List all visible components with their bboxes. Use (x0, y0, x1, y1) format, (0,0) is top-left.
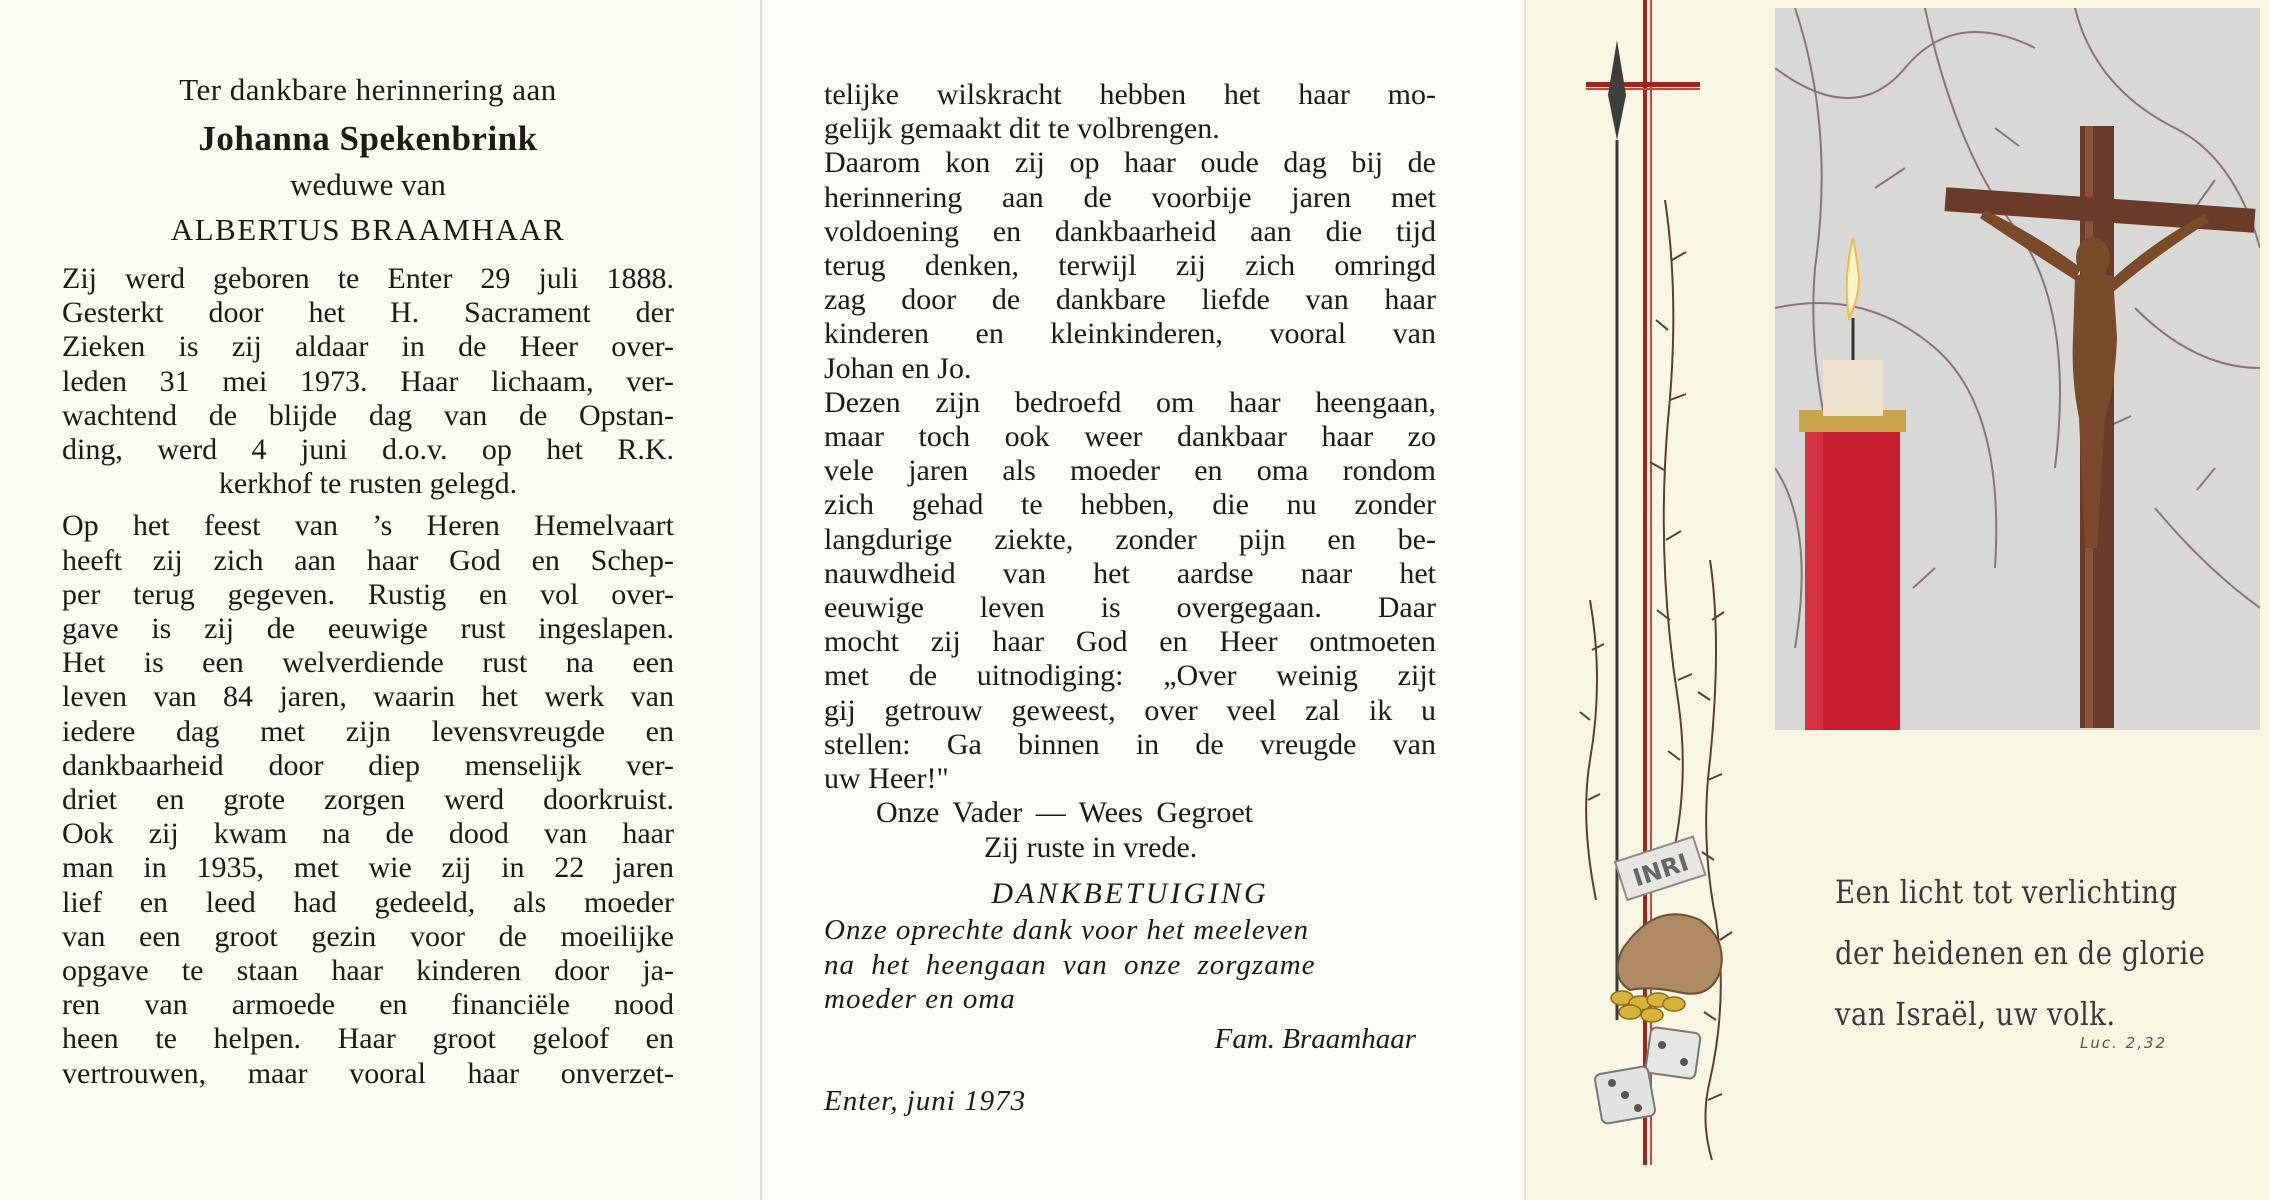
family-signature: Fam. Braamhaar (1214, 1022, 1416, 1055)
text-line: Op het feest van ’s Heren Hemelvaart (62, 509, 674, 543)
family-paragraph (824, 386, 1436, 796)
cross-bar (1586, 88, 1700, 90)
text-line: vele jaren als moeder en oma rondom (824, 454, 1436, 488)
text-line: terug denken, terwijl zij zich omringd (824, 249, 1436, 283)
left-column (62, 68, 674, 1091)
widow-of-text: weduwe van (290, 167, 446, 202)
passion-cross-illustration (1560, 0, 1760, 1180)
text-line: wachtend de blijde dag van de Opstan- (62, 398, 674, 432)
thanks-heading: DANKBETUIGING (991, 877, 1269, 911)
text-line: Zij werd geboren te Enter 29 juli 1888. (62, 262, 674, 295)
text-line: driet en grote zorgen werd doorkruist. (62, 783, 674, 817)
text-line: stellen: Ga binnen in de vreugde van (824, 727, 1436, 761)
text-line: dankbaarheid door diep menselijk ver- (62, 748, 674, 782)
text-line: telijke wilskracht hebben het haar mo- (824, 78, 1436, 111)
text-line: gave is zij de eeuwige rust ingeslapen. (62, 612, 674, 646)
rest-in-peace: Zij ruste in vrede. (984, 830, 1198, 864)
prayer-line: Onze Vader — Wees Gegroet (876, 796, 1254, 830)
text-line: per terug gegeven. Rustig en vol over- (62, 577, 674, 611)
inri-plaque (1615, 837, 1705, 900)
text-line: man in 1935, met wie zij in 22 jaren (62, 851, 674, 885)
verse-line: der heidenen en de glorie (1835, 934, 2206, 972)
prayer-block (824, 796, 1436, 865)
place-date: Enter, juni 1973 (824, 1084, 1027, 1117)
text-line: voldoening en dankbaarheid aan die tijd (824, 214, 1436, 248)
text-line: leven van 84 jaren, waarin het werk van (62, 680, 674, 714)
inri-text: INRI (1629, 848, 1692, 893)
fold-crease (1524, 0, 1526, 1200)
text-line: eeuwige leven is overgegaan. Daar (824, 591, 1436, 625)
text-line: Ook zij kwam na de dood van haar (62, 817, 674, 851)
text-line: langdurige ziekte, zonder pijn en be- (824, 522, 1436, 556)
text-line: nauwdheid van het aardse naar het (824, 556, 1436, 590)
text-line: herinnering aan de voorbije jaren met (824, 180, 1436, 214)
text-line: Dezen zijn bedroefd om haar heengaan, (824, 385, 1436, 419)
scripture-reference: Luc. 2,32 (2080, 1034, 2168, 1052)
life-paragraph (62, 509, 674, 1090)
spear-head-icon (1608, 40, 1626, 140)
text-line: vertrouwen, maar vooral haar onverzet- (62, 1056, 674, 1090)
intro-text: Ter dankbare herinnering aan (179, 72, 557, 107)
text-line: van een groot gezin voor de moeilijke (62, 919, 674, 953)
fold-crease (760, 0, 762, 1200)
text-line: heeft zij zich aan haar God en Schep- (62, 543, 674, 577)
text-line: gelijk gemaakt dit te volbrengen. (824, 112, 1220, 146)
middle-column (824, 78, 1436, 1121)
verse-line: Een licht tot verlichting (1835, 873, 2178, 911)
text-line: gij getrouw geweest, over veel zal ik u (824, 693, 1436, 727)
text-line: heen te helpen. Haar groot geloof en (62, 1022, 674, 1056)
text-line: Daarom kon zij op haar oude dag bij de (824, 146, 1436, 180)
text-line: kinderen en kleinkinderen, vooral van (824, 317, 1436, 351)
husband-name: ALBERTUS BRAAMHAAR (170, 212, 566, 247)
text-line: Zieken is zij aldaar in de Heer over- (62, 330, 674, 364)
money-bag-icon (1618, 914, 1722, 993)
text-line: zich gehad te hebben, die nu zonder (824, 488, 1436, 522)
text-line: uw Heer!" (824, 762, 949, 796)
text-line: Het is een welverdiende rust na een (62, 646, 674, 680)
text-line: Johan en Jo. (824, 351, 972, 385)
text-line: ren van armoede en financiële nood (62, 988, 674, 1022)
dice-icon (1594, 1027, 1701, 1125)
thanks-text (824, 913, 1436, 1017)
biography-paragraph (62, 262, 674, 501)
deceased-name: Johanna Spekenbrink (198, 119, 538, 158)
text-line: mocht zij haar God en Heer ontmoeten (824, 625, 1436, 659)
coins-icon (1611, 991, 1685, 1022)
text-line: ding, werd 4 juni d.o.v. op het R.K. (62, 433, 674, 467)
text-line: opgave te staan haar kinderen door ja- (62, 954, 674, 988)
text-line: met de uitnodiging: „Over weinig zijt (824, 659, 1436, 693)
text-line: Onze oprechte dank voor het meeleven (824, 914, 1310, 947)
text-line: leden 31 mei 1973. Haar lichaam, ver- (62, 364, 674, 398)
text-line: na het heengaan van onze zorgzame (824, 948, 1316, 981)
text-line: lief en leed had gedeeld, als moeder (62, 885, 674, 919)
text-line: zag door de dankbare liefde van haar (824, 283, 1436, 317)
text-line: kerkhof te rusten gelegd. (218, 467, 518, 501)
continuation-paragraph (824, 78, 1436, 386)
text-line: maar toch ook weer dankbaar haar zo (824, 420, 1436, 454)
text-line: moeder en oma (824, 983, 1016, 1016)
text-line: iedere dag met zijn levensvreugde en (62, 714, 674, 748)
candle-wax (1823, 360, 1883, 416)
text-line: Gesterkt door het H. Sacrament der (62, 296, 674, 330)
candle-crucifix-photo (1775, 8, 2260, 730)
verse-line: van Israël, uw volk. (1835, 995, 2116, 1033)
cross-beam (1650, 0, 1652, 1165)
cross-beam (1643, 0, 1647, 1165)
cross-bar (1586, 82, 1700, 87)
